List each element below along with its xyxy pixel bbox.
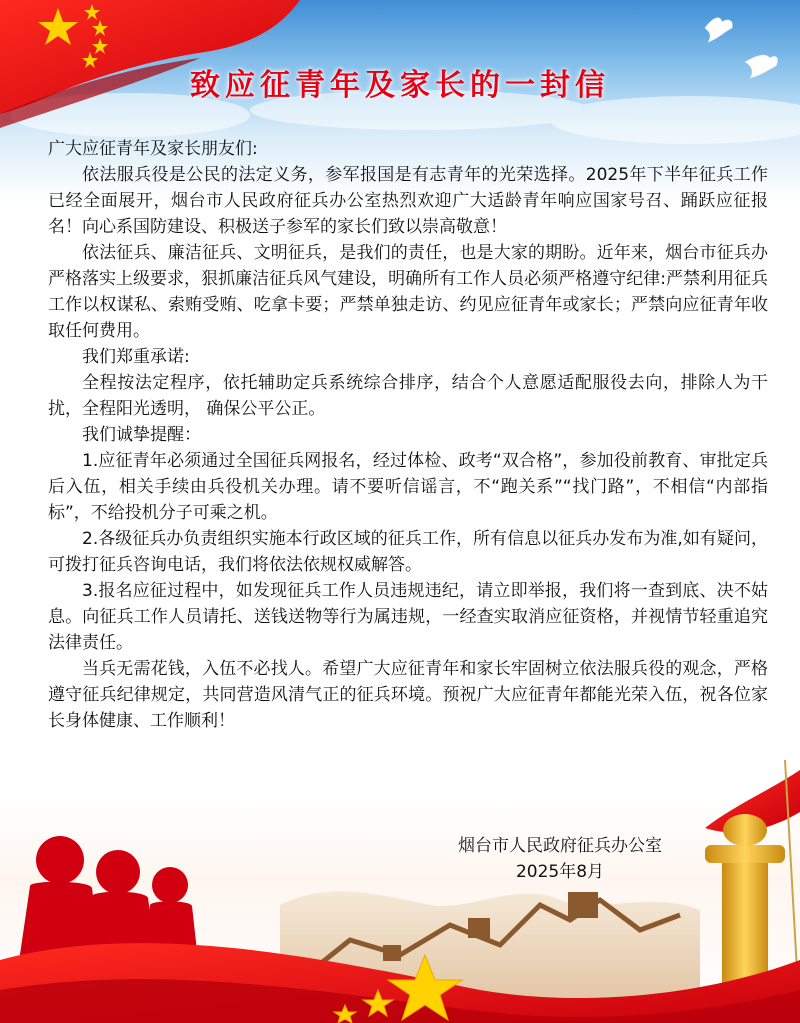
letter-body [48, 136, 768, 734]
paragraph: 1.应征青年必须通过全国征兵网报名，经过体检、政考“双合格”，参加役前教育、审批定兵后入伍，相关手续由兵役机关办理。请不要听信谣言，不“跑关系”“找门路”，不相信“内部指标”，不给投机分子可乘之机。 [48, 451, 768, 523]
paragraph: 3.报名应征过程中，如发现征兵工作人员违规违纪，请立即举报，我们将一查到底、决不姑息。向征兵工作人员请托、送钱送物等行为属违规，一经查实取消应征资格，并视情节轻重追究法律责任。 [48, 581, 768, 653]
letter-title: 致应征青年及家长的一封信 [190, 68, 610, 103]
signature-block [440, 833, 680, 885]
paragraph: 依法服兵役是公民的法定义务，参军报国是有志青年的光荣选择。2025年下半年征兵工作已经全面展开，烟台市人民政府征兵办公室热烈欢迎广大适龄青年响应国家号召、踊跃应征报名！向心系国防建设、积极送子参军的家长们致以崇高敬意！ [48, 165, 768, 237]
paragraph: 2.各级征兵办负责组织实施本行政区域的征兵工作，所有信息以征兵办发布为准,如有疑问，可拨打征兵咨询电话，我们将依法依规权威解答。 [48, 529, 768, 575]
signature: 烟台市人民政府征兵办公室 [458, 836, 662, 856]
salutation: 广大应征青年及家长朋友们: [48, 139, 258, 159]
letter-date: 2025年8月 [515, 862, 605, 882]
paragraph: 依法征兵、廉洁征兵、文明征兵，是我们的责任，也是大家的期盼。近年来，烟台市征兵办严格落实上级要求，狠抓廉洁征兵风气建设，明确所有工作人员必须严格遵守纪律:严禁利用征兵工作以权谋私、索贿受贿、吃拿卡要；严禁单独走访、约见应征青年或家长；严禁向应征青年收取任何费用。 [48, 243, 768, 341]
paragraph: 当兵无需花钱，入伍不必找人。希望广大应征青年和家长牢固树立依法服兵役的观念，严格遵守征兵纪律规定，共同营造风清气正的征兵环境。预祝广大应征青年都能光荣入伍，祝各位家长身体健康、工作顺利！ [48, 659, 768, 731]
paragraph: 全程按法定程序，依托辅助定兵系统综合排序，结合个人意愿适配服役去向，排除人为干扰，全程阳光透明， 确保公平公正。 [48, 373, 768, 419]
paragraph: 我们诚挚提醒： [82, 425, 201, 445]
paragraph: 我们郑重承诺: [82, 347, 190, 367]
